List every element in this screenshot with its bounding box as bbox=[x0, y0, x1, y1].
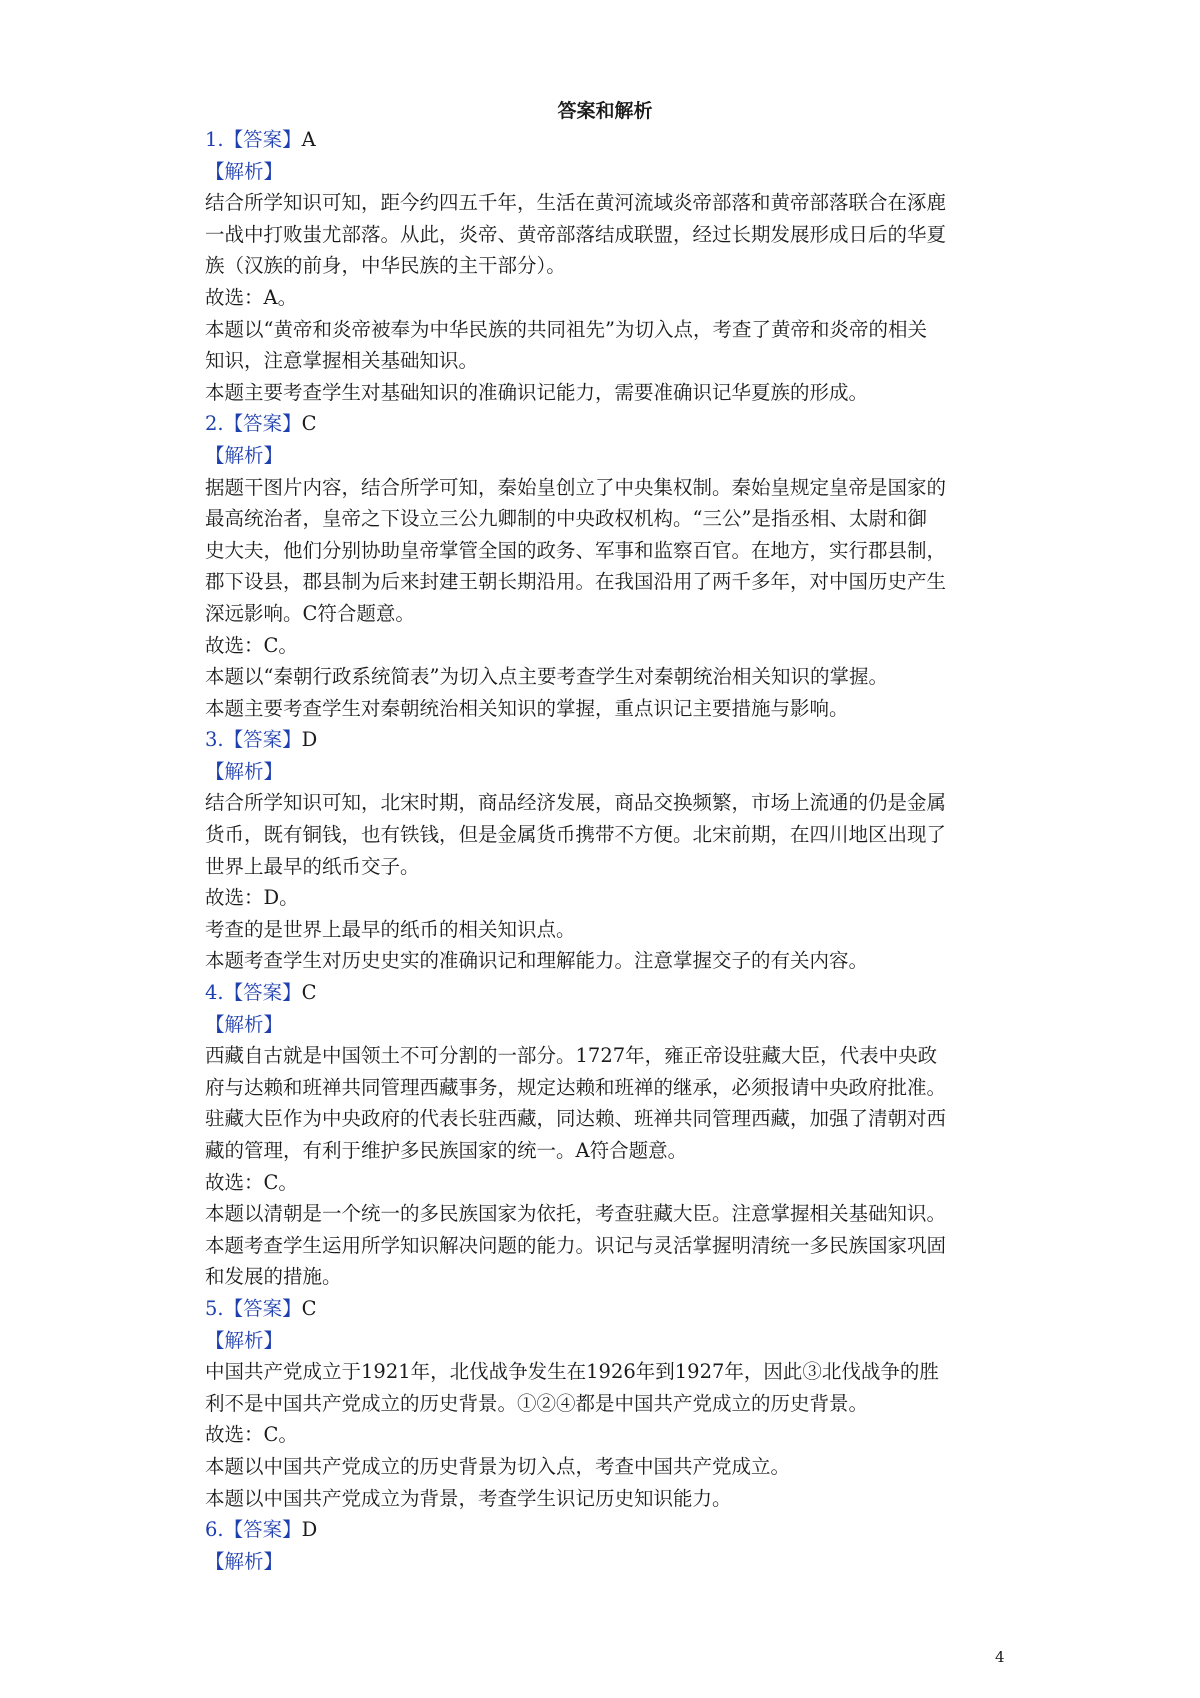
analysis-text-line: 本题考查学生对历史史实的准确识记和理解能力。注意掌握交子的有关内容。 bbox=[205, 949, 869, 973]
analysis-text-line: 本题以“秦朝行政系统简表”为切入点主要考查学生对秦朝统治相关知识的掌握。 bbox=[205, 665, 888, 689]
answer-content bbox=[205, 124, 1010, 1577]
analysis-text-line: 最高统治者，皇帝之下设立三公九卿制的中央政权机构。“三公”是指丞相、太尉和御 bbox=[205, 507, 927, 531]
answer-label: 【答案】 bbox=[223, 128, 302, 151]
answer-line bbox=[205, 1514, 1010, 1546]
answer-line bbox=[205, 124, 1010, 156]
analysis-text-line: 府与达赖和班禅共同管理西藏事务，规定达赖和班禅的继承，必须报请中央政府批准。 bbox=[205, 1075, 947, 1099]
analysis-text-line: 知识，注意掌握相关基础知识。 bbox=[205, 349, 479, 373]
analysis-text-line: 本题以清朝是一个统一的多民族国家为依托，考查驻藏大臣。注意掌握相关基础知识。 bbox=[205, 1202, 947, 1226]
analysis-text-line: 一战中打败蚩尤部落。从此，炎帝、黄帝部落结成联盟，经过长期发展形成日后的华夏 bbox=[205, 222, 947, 246]
answer-label: 【答案】 bbox=[223, 1518, 302, 1542]
analysis-line bbox=[205, 1546, 1010, 1578]
answer-line bbox=[205, 1293, 1010, 1325]
analysis-text-line: 本题主要考查学生对基础知识的准确识记能力，需要准确识记华夏族的形成。 bbox=[205, 380, 869, 404]
question-number: 1. bbox=[205, 128, 224, 151]
answer-value: C bbox=[301, 412, 317, 436]
analysis-text-line: 故选：A。 bbox=[205, 285, 298, 309]
answer-line bbox=[205, 724, 1010, 756]
answer-label: 【答案】 bbox=[223, 728, 302, 752]
question-number: 4. bbox=[205, 981, 224, 1005]
answer-label: 【答案】 bbox=[223, 412, 302, 436]
analysis-text-line: 深远影响。C符合题意。 bbox=[205, 601, 415, 625]
analysis-text-line: 族（汉族的前身，中华民族的主干部分）。 bbox=[205, 254, 566, 278]
analysis-text-line: 本题以中国共产党成立为背景，考查学生识记历史知识能力。 bbox=[205, 1486, 732, 1510]
analysis-text-line: 结合所学知识可知，距今约四五千年，生活在黄河流域炎帝部落和黄帝部落联合在涿鹿 bbox=[205, 191, 947, 215]
answer-section bbox=[205, 977, 1010, 1293]
analysis-line bbox=[205, 756, 1010, 788]
analysis-text-line: 郡下设县，郡县制为后来封建王朝长期沿用。在我国沿用了两千多年，对中国历史产生 bbox=[205, 570, 947, 594]
analysis-text-line: 本题以中国共产党成立的历史背景为切入点，考查中国共产党成立。 bbox=[205, 1454, 791, 1478]
answer-section bbox=[205, 724, 1010, 977]
analysis-text-line: 故选：C。 bbox=[205, 633, 298, 657]
answer-section bbox=[205, 124, 1010, 408]
analysis-text-line: 驻藏大臣作为中央政府的代表长驻西藏，同达赖、班禅共同管理西藏，加强了清朝对西 bbox=[205, 1107, 947, 1131]
analysis-text-line: 据题干图片内容，结合所学可知，秦始皇创立了中央集权制。秦始皇规定皇帝是国家的 bbox=[205, 475, 947, 499]
answer-label: 【答案】 bbox=[223, 1296, 302, 1320]
analysis-text-line: 故选：D。 bbox=[205, 886, 299, 910]
page-title: 答案和解析 bbox=[557, 100, 653, 122]
analysis-text-line: 利不是中国共产党成立的历史背景。①②④都是中国共产党成立的历史背景。 bbox=[205, 1391, 869, 1415]
analysis-text-line: 结合所学知识可知，北宋时期，商品经济发展，商品交换频繁，市场上流通的仍是金属 bbox=[205, 791, 947, 815]
analysis-text-line: 货币，既有铜钱，也有铁钱，但是金属货币携带不方便。北宋前期，在四川地区出现了 bbox=[205, 823, 947, 847]
question-number: 6. bbox=[205, 1518, 224, 1542]
answer-label: 【答案】 bbox=[223, 981, 302, 1005]
page-number: 4 bbox=[995, 1648, 1005, 1666]
analysis-line bbox=[205, 156, 1010, 188]
answer-value: D bbox=[301, 728, 318, 752]
analysis-text-line: 和发展的措施。 bbox=[205, 1265, 342, 1289]
answer-section bbox=[205, 1293, 1010, 1514]
analysis-line bbox=[205, 1009, 1010, 1041]
analysis-text-line: 藏的管理，有利于维护多民族国家的统一。A符合题意。 bbox=[205, 1139, 688, 1162]
analysis-text-line: 故选：C。 bbox=[205, 1423, 298, 1447]
analysis-text-line: 史大夫，他们分别协助皇帝掌管全国的政务、军事和监察百官。在地方，实行郡县制， bbox=[205, 538, 947, 562]
answer-value: D bbox=[301, 1518, 318, 1542]
answer-value: C bbox=[301, 1296, 317, 1320]
analysis-text-line: 本题以“黄帝和炎帝被奉为中华民族的共同祖先”为切入点，考查了黄帝和炎帝的相关 bbox=[205, 317, 927, 341]
analysis-text-line: 西藏自古就是中国领土不可分割的一部分。1727年，雍正帝设驻藏大臣，代表中央政 bbox=[205, 1044, 938, 1068]
analysis-label: 【解析】 bbox=[205, 1549, 284, 1573]
question-number: 3. bbox=[205, 728, 224, 752]
question-number: 2. bbox=[205, 412, 224, 436]
analysis-text-line: 考查的是世界上最早的纸币的相关知识点。 bbox=[205, 917, 576, 941]
analysis-label: 【解析】 bbox=[205, 759, 284, 783]
answer-value: A bbox=[301, 128, 316, 151]
analysis-text-line: 世界上最早的纸币交子。 bbox=[205, 854, 420, 878]
answer-value: C bbox=[301, 981, 317, 1005]
answer-section bbox=[205, 1514, 1010, 1577]
analysis-line bbox=[205, 440, 1010, 472]
answer-section bbox=[205, 408, 1010, 724]
analysis-label: 【解析】 bbox=[205, 1012, 284, 1036]
analysis-text-line: 本题主要考查学生对秦朝统治相关知识的掌握，重点识记主要措施与影响。 bbox=[205, 696, 849, 720]
analysis-text-line: 中国共产党成立于1921年，北伐战争发生在1926年到1927年，因此③北伐战争的胜 bbox=[205, 1360, 939, 1384]
question-number: 5. bbox=[205, 1296, 224, 1320]
analysis-label: 【解析】 bbox=[205, 159, 284, 183]
analysis-line bbox=[205, 1325, 1010, 1357]
answer-line bbox=[205, 977, 1010, 1009]
analysis-label: 【解析】 bbox=[205, 1328, 284, 1352]
answer-line bbox=[205, 408, 1010, 440]
analysis-text-line: 本题考查学生运用所学知识解决问题的能力。识记与灵活掌握明清统一多民族国家巩固 bbox=[205, 1233, 947, 1257]
analysis-text-line: 故选：C。 bbox=[205, 1170, 298, 1194]
analysis-label: 【解析】 bbox=[205, 443, 284, 467]
